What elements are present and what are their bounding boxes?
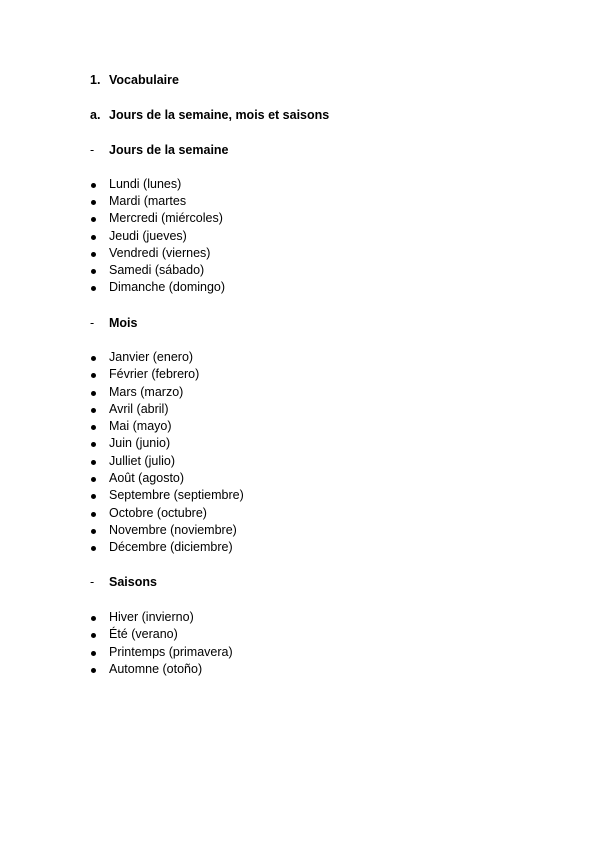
list-item	[90, 367, 199, 382]
list-item-text: Été (verano)	[109, 627, 178, 641]
list-item	[90, 523, 237, 538]
list-item	[90, 627, 178, 642]
list-item-text: Hiver (invierno)	[109, 610, 194, 624]
list-item-text: Mercredi (miércoles)	[109, 211, 223, 225]
list-item	[90, 350, 193, 365]
list-item-text: Julliet (julio)	[109, 454, 175, 468]
subsection-letter: a.	[90, 108, 101, 122]
list-item	[90, 263, 204, 278]
list-item	[90, 436, 170, 451]
dash-marker: -	[90, 575, 95, 589]
group-title-seasons: Saisons	[109, 575, 157, 589]
list-item-text: Avril (abril)	[109, 402, 169, 416]
list-item	[90, 506, 207, 521]
list-item	[90, 645, 233, 660]
list-item-text: Printemps (primavera)	[109, 645, 233, 659]
list-item-text: Automne (otoño)	[109, 662, 203, 676]
list-item	[90, 662, 202, 677]
list-item-text: Février (febrero)	[109, 367, 200, 381]
list-item	[90, 194, 186, 209]
list-item-text: Mai (mayo)	[109, 419, 172, 433]
list-item	[90, 211, 223, 226]
list-item-text: Mars (marzo)	[109, 385, 184, 399]
list-item	[90, 488, 244, 503]
list-item-text: Dimanche (domingo)	[109, 280, 226, 294]
list-item-text: Octobre (octubre)	[109, 506, 207, 520]
list-item-text: Mardi (martes	[109, 194, 187, 208]
list-item-text: Vendredi (viernes)	[109, 246, 211, 260]
group-heading-days	[90, 143, 229, 158]
list-item	[90, 280, 225, 295]
list-item	[90, 540, 233, 555]
list-item-text: Lundi (lunes)	[109, 177, 182, 191]
list-item	[90, 610, 194, 625]
list-item	[90, 246, 210, 261]
list-item	[90, 402, 169, 417]
section-title: Vocabulaire	[109, 73, 179, 87]
list-item-text: Septembre (septiembre)	[109, 488, 244, 502]
group-title-months: Mois	[109, 316, 138, 330]
section-number: 1.	[90, 73, 101, 87]
list-item-text: Juin (junio)	[109, 436, 171, 450]
list-item-text: Novembre (noviembre)	[109, 523, 237, 537]
subsection-title: Jours de la semaine, mois et saisons	[109, 108, 330, 122]
list-item	[90, 419, 172, 434]
list-item	[90, 454, 175, 469]
list-item	[90, 229, 187, 244]
section-heading	[90, 73, 179, 88]
list-item-text: Août (agosto)	[109, 471, 185, 485]
subsection-heading	[90, 108, 329, 123]
list-item-text: Janvier (enero)	[109, 350, 194, 364]
dash-marker: -	[90, 143, 95, 157]
group-title-days: Jours de la semaine	[109, 143, 229, 157]
group-heading-months	[90, 316, 137, 331]
list-item	[90, 471, 184, 486]
list-item	[90, 385, 183, 400]
list-item	[90, 177, 181, 192]
list-item-text: Jeudi (jueves)	[109, 229, 187, 243]
list-item-text: Samedi (sábado)	[109, 263, 205, 277]
list-item-text: Décembre (diciembre)	[109, 540, 233, 554]
group-heading-seasons	[90, 575, 157, 590]
dash-marker: -	[90, 316, 95, 330]
